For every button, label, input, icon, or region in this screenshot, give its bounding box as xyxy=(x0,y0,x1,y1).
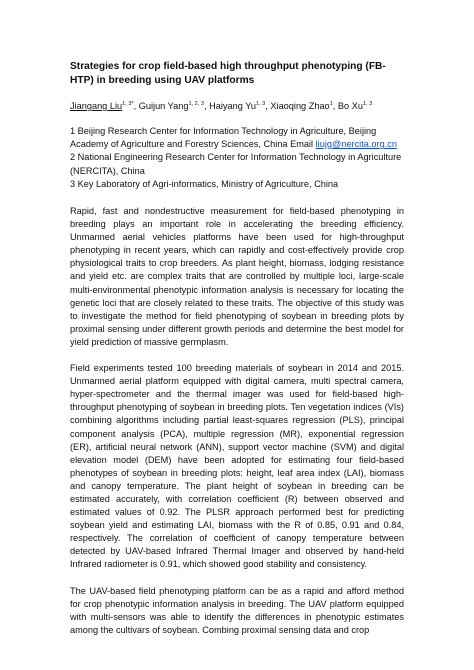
author-name: Haiyang Yu xyxy=(209,101,256,111)
abstract-paragraph-3: The UAV-based field phenotyping platform can be as a rapid and afford method for crop phenotypic information analysis in breeding. The UAV platform equipped with multi-sensors was able to identify the differences in phenotypic estimates among the cultivars of soybean. Combing proximal sensing data and crop xyxy=(70,585,404,635)
affiliation-1-text: 1 Beijing Research Center for Information Technology in Agriculture, Beijing Academy of Agriculture and Forestry Sciences, China Email xyxy=(70,126,377,150)
abstract-paragraph-2: Field experiments tested 100 breeding materials of soybean in 2014 and 2015. Unmanned aerial platform equipped with digital camera, multi spectral camera, hyper-spectrometer and the thermal imager was used for field-based high-throughput phenotyping of soybean in breeding plots. Ten vegetation indices (VIs) combining algorithms including partial least-squares regression (PLS), principal component analysis (PCA), multiple regression (MR), exponential regression (ER), artificial neural network (ANN), support vector machine (SVM) and digital elevation model (DEM) have been adopted for estimating four field-based phenotypes of soybean in breeding plots: height, leaf area index (LAI), biomass and canopy temperature. The plant height of soybean in breeding can be estimated accurately, with correlation coefficient (R) between observed and estimated values of 0.92. The PLSR approach performed best for predicting soybean yield and estimating LAI, biomass with the R of 0.85, 0.91 and 0.84, respectively. The correlation of coefficient of canopy temperature between detected by UAV-based Infrared Thermal Imager and observed by hand-held Infrared radiometer is 0.91, which showed good stability and consistency. xyxy=(70,363,404,570)
author-name: Bo Xu xyxy=(337,101,363,111)
author-name: Xiaoqing Zhao xyxy=(270,101,330,111)
author-affiliation-marker: 1 xyxy=(329,101,333,107)
author-name: Jiangang Liu xyxy=(70,101,123,111)
document-page xyxy=(70,60,404,637)
author-affiliation-marker: 1, 3 xyxy=(362,101,373,107)
paper-title: Strategies for crop field-based high throughput phenotyping (FB-HTP) in breeding using UAV platforms xyxy=(70,61,386,86)
author-affiliation-marker: 1, 2, 3 xyxy=(188,101,205,107)
author-name: Guijun Yang xyxy=(138,101,189,111)
affiliation-list xyxy=(70,125,404,191)
author-list: Jiangang Liu$^{1, 3*}$, Guijun Yang$^{1, 2, 3}$, Haiyang Yu$^{1, 3}$, Xiaoqing Zhao$^1$, Bo Xu$^{1, 3}$ xyxy=(70,101,373,111)
email-link[interactable]: liujg@nercita.org.cn xyxy=(315,139,397,150)
author-affiliation-marker: 1, 3* xyxy=(122,101,134,107)
affiliation-2: 2 National Engineering Research Center for Information Technology in Agriculture (NERCITA), China xyxy=(70,152,402,176)
author-affiliation-marker: 1, 3 xyxy=(255,101,266,107)
affiliation-1 xyxy=(70,125,404,151)
affiliation-3: 3 Key Laboratory of Agri-informatics, Ministry of Agriculture, China xyxy=(70,178,339,189)
abstract-paragraph-1: Rapid, fast and nondestructive measurement for field-based phenotyping in breeding plays an important role in accelerating the breeding efficiency. Unmanned aerial vehicles platforms have been used for high-throughput phenotyping in recent years, which can rapidly and cost-effectively provide crop physiological traits to crop breeders. As plant height, biomass, lodging resistance and yield etc. are complex traits that are controlled by multiple loci, large-scale multi-environmental phenotypic information analysis is necessary for locating the genetic loci that are closely related to these traits. The objective of this study was to investigate the method for field phenotyping of soybean in breeding plots by proximal sensing under different growth periods and determine the best model for yield prediction of massive germplasm. xyxy=(70,206,404,347)
